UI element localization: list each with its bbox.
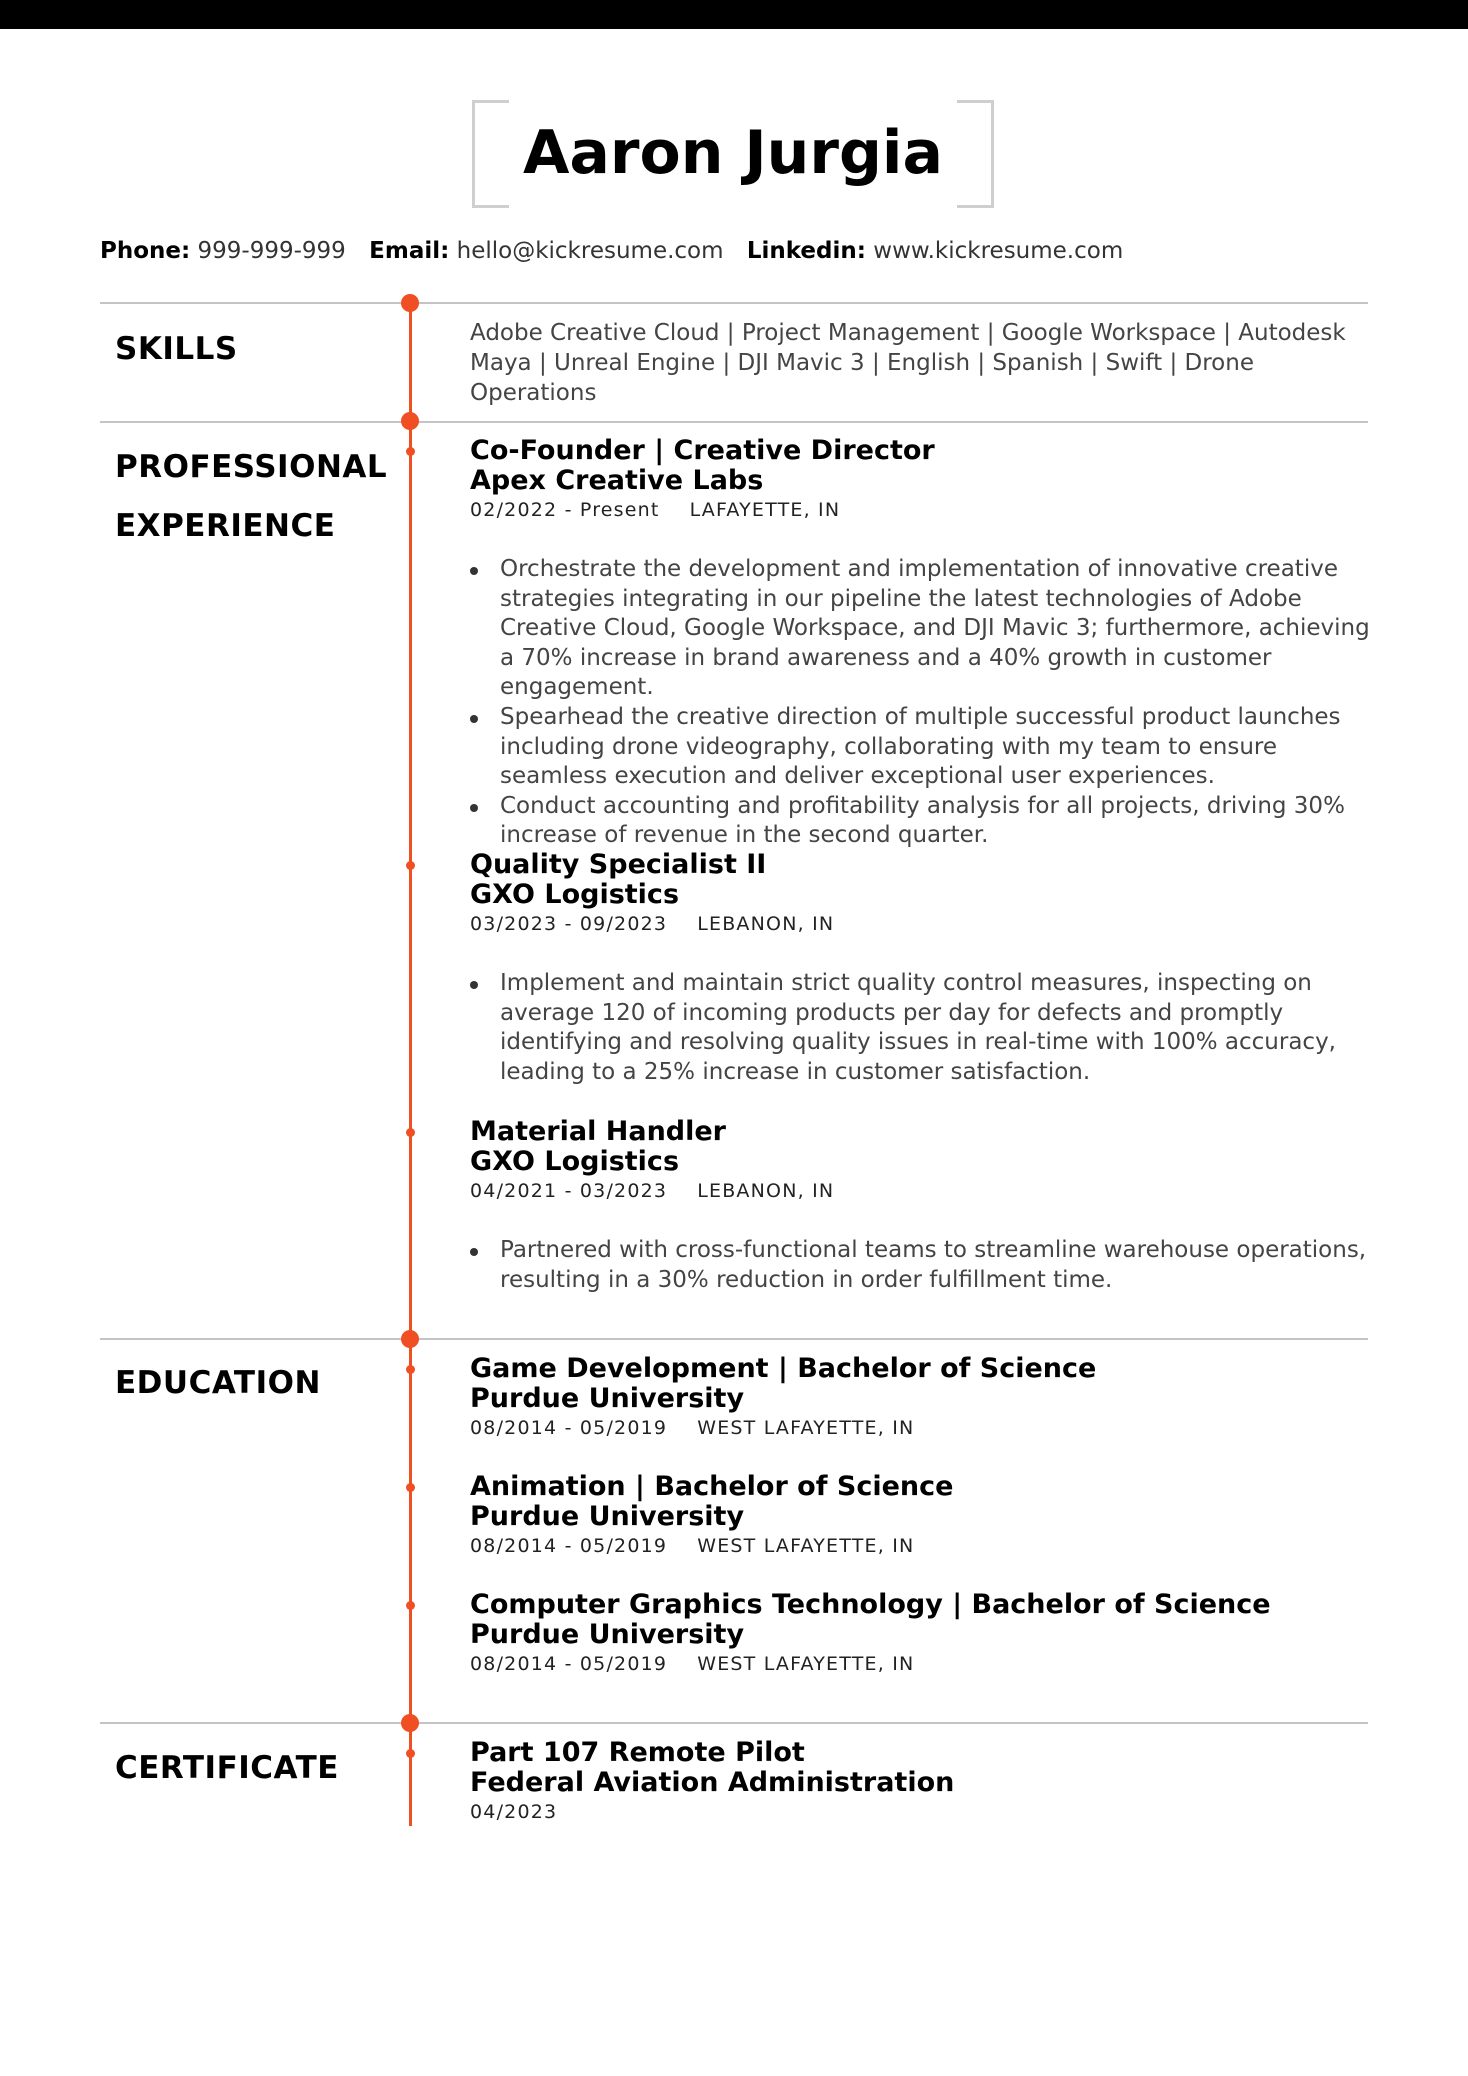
certificate-meta xyxy=(470,1798,1370,1826)
education-dates: 08/2014 - 05/2019 xyxy=(470,1535,668,1557)
linkedin-value: www.kickresume.com xyxy=(873,238,1124,264)
divider-education xyxy=(100,1338,1368,1340)
job-dates: 04/2021 - 03/2023 xyxy=(470,1180,668,1202)
experience-entry xyxy=(470,435,1370,851)
email-label: Email: xyxy=(369,238,450,264)
divider-experience xyxy=(100,421,1368,423)
education-meta xyxy=(470,1650,1370,1678)
job-title: Quality Specialist II xyxy=(470,849,767,880)
timeline-marker xyxy=(406,1483,415,1492)
phone-value: 999-999-999 xyxy=(197,238,346,264)
timeline-line xyxy=(409,301,412,1826)
timeline-marker xyxy=(406,1128,415,1137)
phone-label: Phone: xyxy=(100,238,191,264)
certificate-issuer: Federal Aviation Administration xyxy=(470,1767,955,1798)
timeline-node xyxy=(401,1330,419,1348)
section-title-education: EDUCATION xyxy=(115,1365,321,1401)
job-dates: 03/2023 - 09/2023 xyxy=(470,913,668,935)
education-location: WEST LAFAYETTE, IN xyxy=(697,1417,915,1439)
timeline-marker xyxy=(406,1365,415,1374)
linkedin-label: Linkedin: xyxy=(746,238,866,264)
company-name: Apex Creative Labs xyxy=(470,465,764,496)
company-name: GXO Logistics xyxy=(470,879,680,910)
education-dates: 08/2014 - 05/2019 xyxy=(470,1653,668,1675)
job-bullets xyxy=(470,555,1370,851)
school-name: Purdue University xyxy=(470,1501,745,1532)
company-name: GXO Logistics xyxy=(470,1146,680,1177)
education-location: WEST LAFAYETTE, IN xyxy=(697,1535,915,1557)
timeline-node xyxy=(401,412,419,430)
job-meta xyxy=(470,910,1370,938)
degree-title: Game Development | Bachelor of Science xyxy=(470,1353,1097,1384)
top-bar xyxy=(0,0,1468,29)
certificate-date: 04/2023 xyxy=(470,1801,558,1823)
job-meta xyxy=(470,1177,1370,1205)
divider-certificate xyxy=(100,1722,1368,1724)
name-header xyxy=(472,100,994,208)
timeline-marker xyxy=(406,447,415,456)
job-location: LAFAYETTE, IN xyxy=(689,499,841,521)
timeline-marker xyxy=(406,1601,415,1610)
job-title: Material Handler xyxy=(470,1116,726,1147)
candidate-name: Aaron Jurgia xyxy=(523,118,943,188)
experience-entry xyxy=(470,1116,1370,1295)
timeline-node xyxy=(401,1714,419,1732)
job-bullets xyxy=(470,1236,1370,1295)
bullet-item: Implement and maintain strict quality control measures, inspecting on average 120 of incoming products per day for defects and promptly identifying and resolving quality issues in real-time with 100% accuracy, leading to a 25% increase in customer satisfaction. xyxy=(470,969,1370,1087)
certificate-title: Part 107 Remote Pilot xyxy=(470,1737,805,1768)
email-value: hello@kickresume.com xyxy=(456,238,724,264)
skills-list: Adobe Creative Cloud | Project Management | Google Workspace | Autodesk Maya | Unreal Engine | DJI Mavic 3 | English | Spanish | Swift | Drone Operations xyxy=(470,320,1346,406)
education-entry xyxy=(470,1589,1370,1678)
school-name: Purdue University xyxy=(470,1619,745,1650)
job-title: Co-Founder | Creative Director xyxy=(470,435,935,466)
job-location: LEBANON, IN xyxy=(697,1180,835,1202)
bullet-item: Conduct accounting and profitability analysis for all projects, driving 30% increase of revenue in the second quarter. xyxy=(470,792,1370,851)
education-entry xyxy=(470,1471,1370,1560)
education-entry xyxy=(470,1353,1370,1442)
degree-title: Animation | Bachelor of Science xyxy=(470,1471,954,1502)
timeline-marker xyxy=(406,1749,415,1758)
education-dates: 08/2014 - 05/2019 xyxy=(470,1417,668,1439)
experience-entry xyxy=(470,849,1370,1087)
job-dates: 02/2022 - Present xyxy=(470,499,660,521)
job-meta xyxy=(470,496,1370,524)
bullet-item: Spearhead the creative direction of multiple successful product launches including drone videography, collaborating with my team to ensure seamless execution and deliver exceptional user experiences. xyxy=(470,703,1370,792)
section-title-certificate: CERTIFICATE xyxy=(115,1750,339,1786)
education-location: WEST LAFAYETTE, IN xyxy=(697,1653,915,1675)
bullet-item: Orchestrate the development and implementation of innovative creative strategies integrating in our pipeline the latest technologies of Adobe Creative Cloud, Google Workspace, and DJI Mavic 3; furthermore, achieving a 70% increase in brand awareness and a 40% growth in customer engagement. xyxy=(470,555,1370,703)
section-title-skills: SKILLS xyxy=(115,331,238,367)
job-bullets xyxy=(470,969,1370,1087)
timeline-marker xyxy=(406,861,415,870)
degree-title: Computer Graphics Technology | Bachelor of Science xyxy=(470,1589,1271,1620)
bullet-item: Partnered with cross-functional teams to streamline warehouse operations, resulting in a 30% reduction in order fulfillment time. xyxy=(470,1236,1370,1295)
job-location: LEBANON, IN xyxy=(697,913,835,935)
contact-line xyxy=(100,235,1139,267)
school-name: Purdue University xyxy=(470,1383,745,1414)
divider-skills xyxy=(100,302,1368,304)
certificate-entry xyxy=(470,1737,1370,1826)
education-meta xyxy=(470,1414,1370,1442)
timeline-node xyxy=(401,294,419,312)
section-title-experience: PROFESSIONAL EXPERIENCE xyxy=(115,449,388,544)
education-meta xyxy=(470,1532,1370,1560)
